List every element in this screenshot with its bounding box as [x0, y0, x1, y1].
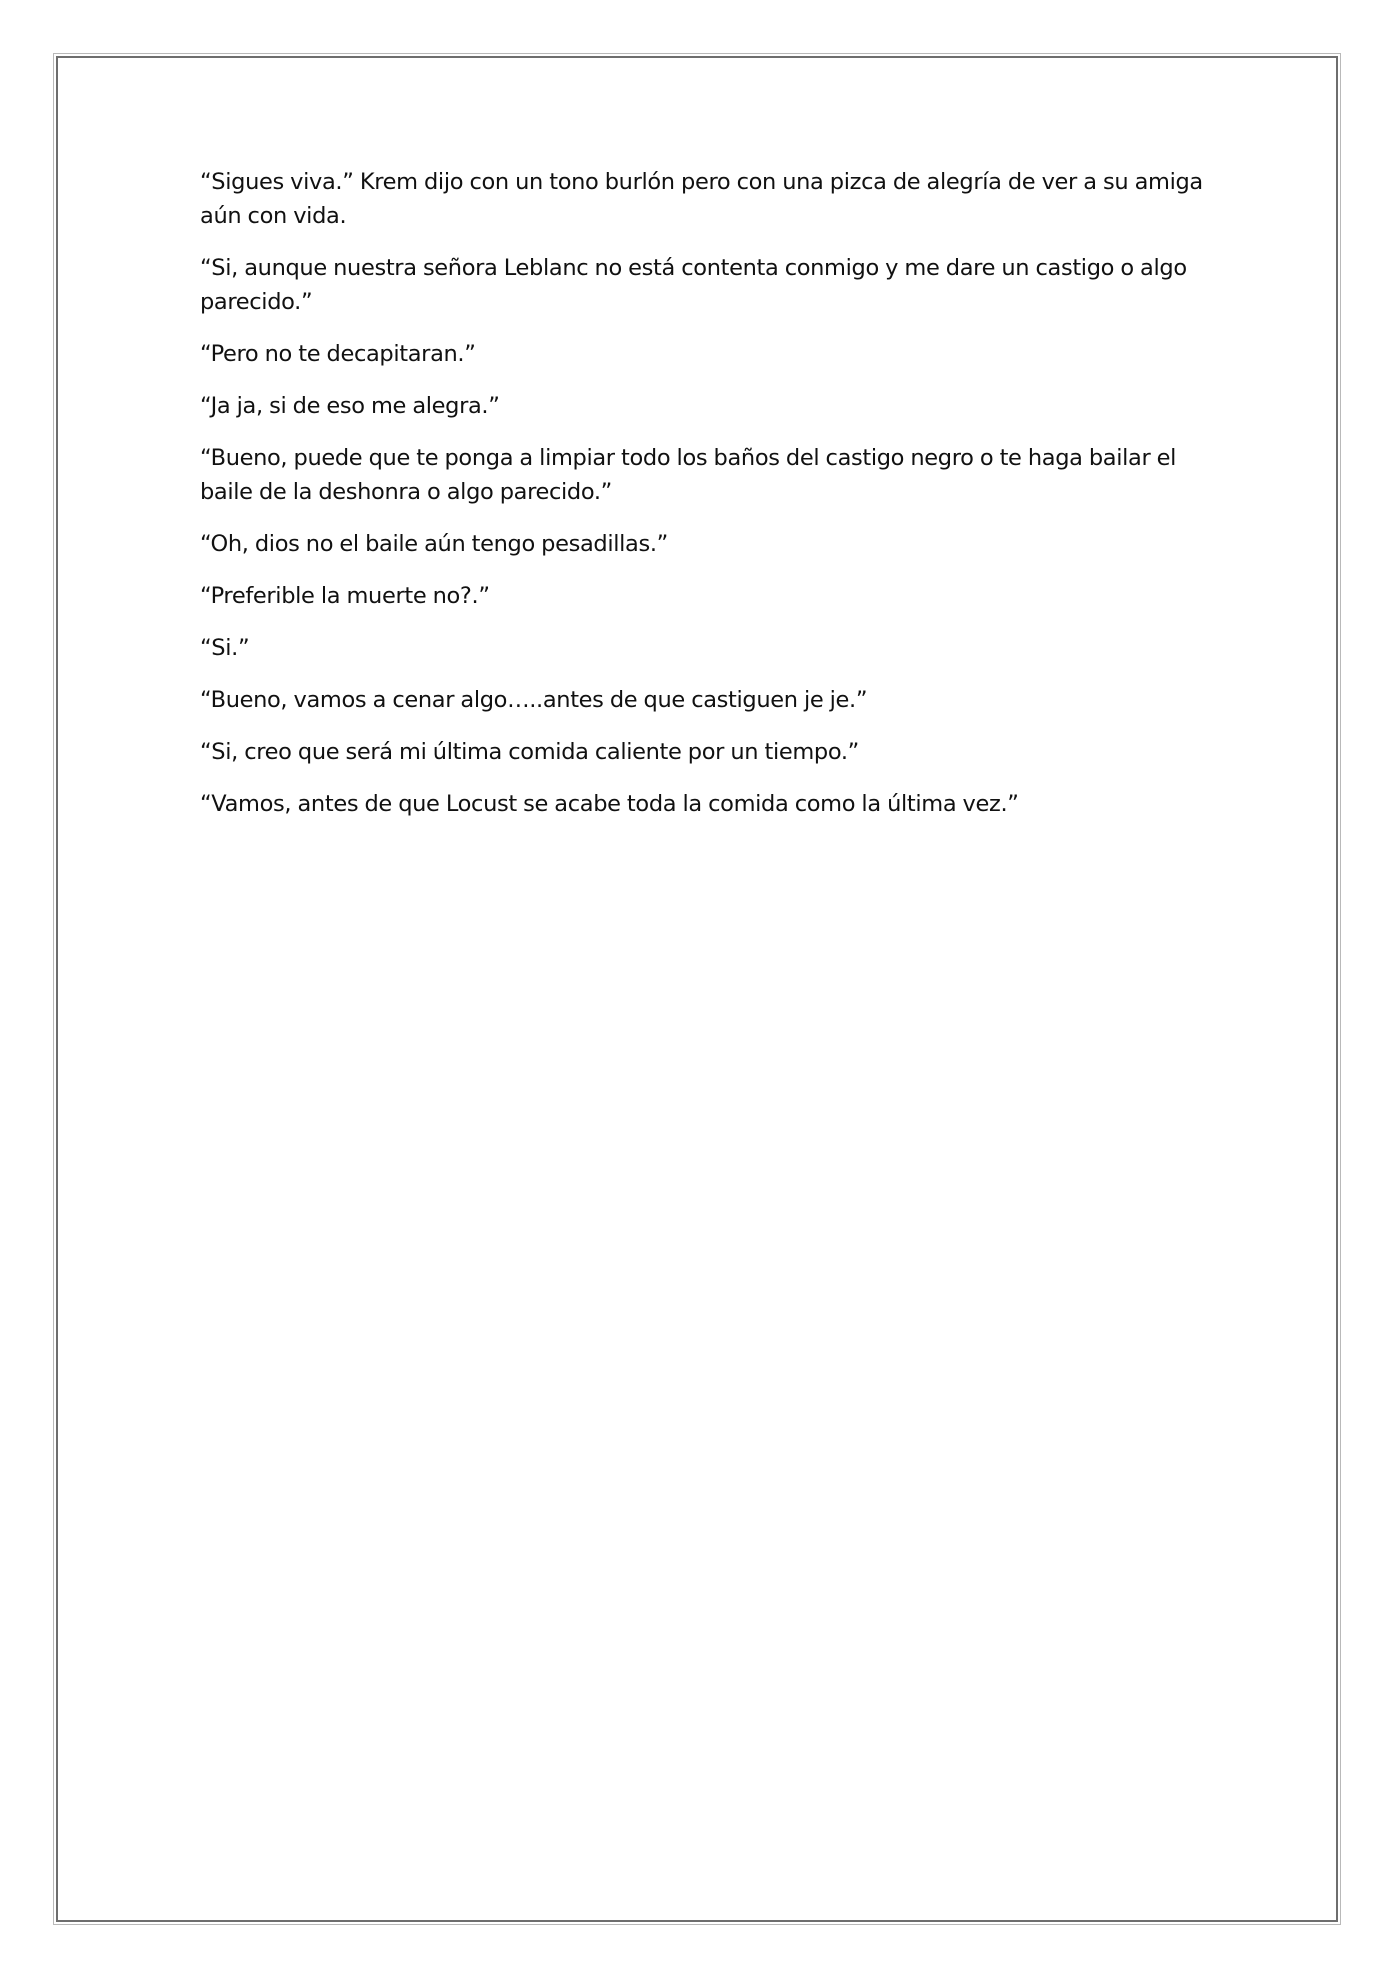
paragraph: “Pero no te decapitaran.” [200, 341, 476, 367]
paragraph: “Vamos, antes de que Locust se acabe toda la comida como la última vez.” [200, 791, 1019, 817]
paragraph: “Si, aunque nuestra señora Leblanc no está contenta conmigo y me dare un castigo o algo parecido.” [200, 255, 1187, 315]
paragraph: “Sigues viva.” Krem dijo con un tono burlón pero con una pizca de alegría de ver a su amiga aún con vida. [200, 169, 1203, 229]
paragraph: “Si.” [200, 635, 250, 661]
paragraph: “Oh, dios no el baile aún tengo pesadillas.” [200, 531, 668, 557]
paragraph: “Si, creo que será mi última comida caliente por un tiempo.” [200, 739, 859, 765]
paragraph: “Bueno, vamos a cenar algo…..antes de que castiguen je je.” [200, 687, 868, 713]
paragraph: “Bueno, puede que te ponga a limpiar todo los baños del castigo negro o te haga bailar el baile de la deshonra o algo parecido.” [200, 445, 1177, 505]
paragraph: “Ja ja, si de eso me alegra.” [200, 393, 500, 419]
paragraph: “Preferible la muerte no?.” [200, 583, 490, 609]
document-body [200, 165, 1210, 839]
